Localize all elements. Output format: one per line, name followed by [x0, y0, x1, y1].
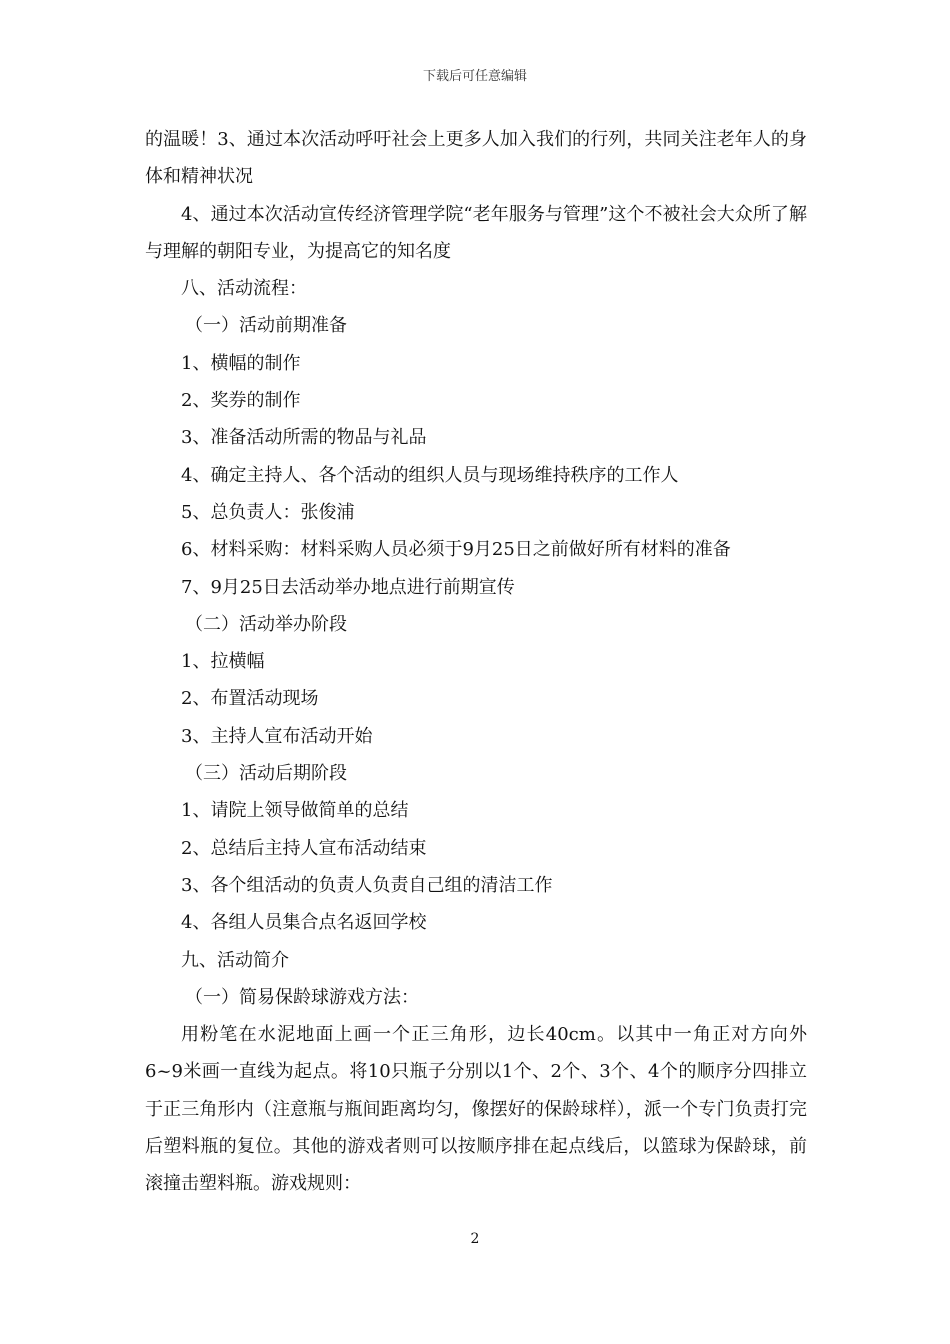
section-heading-intro: 九、活动简介	[181, 949, 289, 971]
subsection-heading-prep: （一）活动前期准备	[185, 315, 347, 337]
list-item: 2、布置活动现场	[181, 688, 319, 710]
list-item: 6、材料采购：材料采购人员必须于9月25日之前做好所有材料的准备	[181, 539, 731, 561]
list-item: 1、横幅的制作	[181, 352, 301, 374]
paragraph-bowling-method: 用粉笔在水泥地面上画一个正三角形，边长40cm。以其中一角正对方向外6~9米画一直线为起点。将10只瓶子分别以1个、2个、3个、4个的顺序分四排立于正三角形内（注意瓶与瓶间距离均匀，像摆好的保龄球样），派一个专门负责打完后塑料瓶的复位。其他的游戏者则可以按顺序排在起点线后，以篮球为保龄球，前滚撞击塑料瓶。游戏规则：	[145, 1024, 807, 1195]
list-item: 1、请院上领导做简单的总结	[181, 800, 409, 822]
list-item: 4、各组人员集合点名返回学校	[181, 912, 427, 934]
subsection-heading-event: （二）活动举办阶段	[185, 613, 347, 635]
subsection-heading-post: （三）活动后期阶段	[185, 763, 347, 785]
list-item: 2、总结后主持人宣布活动结束	[181, 837, 427, 859]
list-item: 3、准备活动所需的物品与礼品	[181, 427, 427, 449]
paragraph-goal-4: 4、通过本次活动宣传经济管理学院“老年服务与管理”这个不被社会大众所了解与理解的朝阳专业，为提高它的知名度	[145, 203, 807, 262]
page-header: 下载后可任意编辑	[422, 69, 527, 84]
list-item: 1、拉横幅	[181, 651, 265, 673]
document-body	[145, 121, 807, 1203]
list-item: 2、奖券的制作	[181, 390, 301, 412]
list-item: 4、确定主持人、各个活动的组织人员与现场维持秩序的工作人	[181, 464, 679, 486]
list-item: 3、主持人宣布活动开始	[181, 725, 373, 747]
paragraph-goal-3: 的温暖！3、通过本次活动呼吁社会上更多人加入我们的行列，共同关注老年人的身体和精神状况	[145, 129, 807, 188]
list-item: 3、各个组活动的负责人负责自己组的清洁工作	[181, 874, 553, 896]
section-heading-process: 八、活动流程：	[181, 278, 307, 300]
list-item: 7、9月25日去活动举办地点进行前期宣传	[181, 576, 515, 598]
page-number: 2	[470, 1231, 480, 1247]
list-item: 5、总负责人：张俊浦	[181, 501, 355, 523]
subsection-heading-bowling: （一）简易保龄球游戏方法：	[185, 986, 419, 1008]
